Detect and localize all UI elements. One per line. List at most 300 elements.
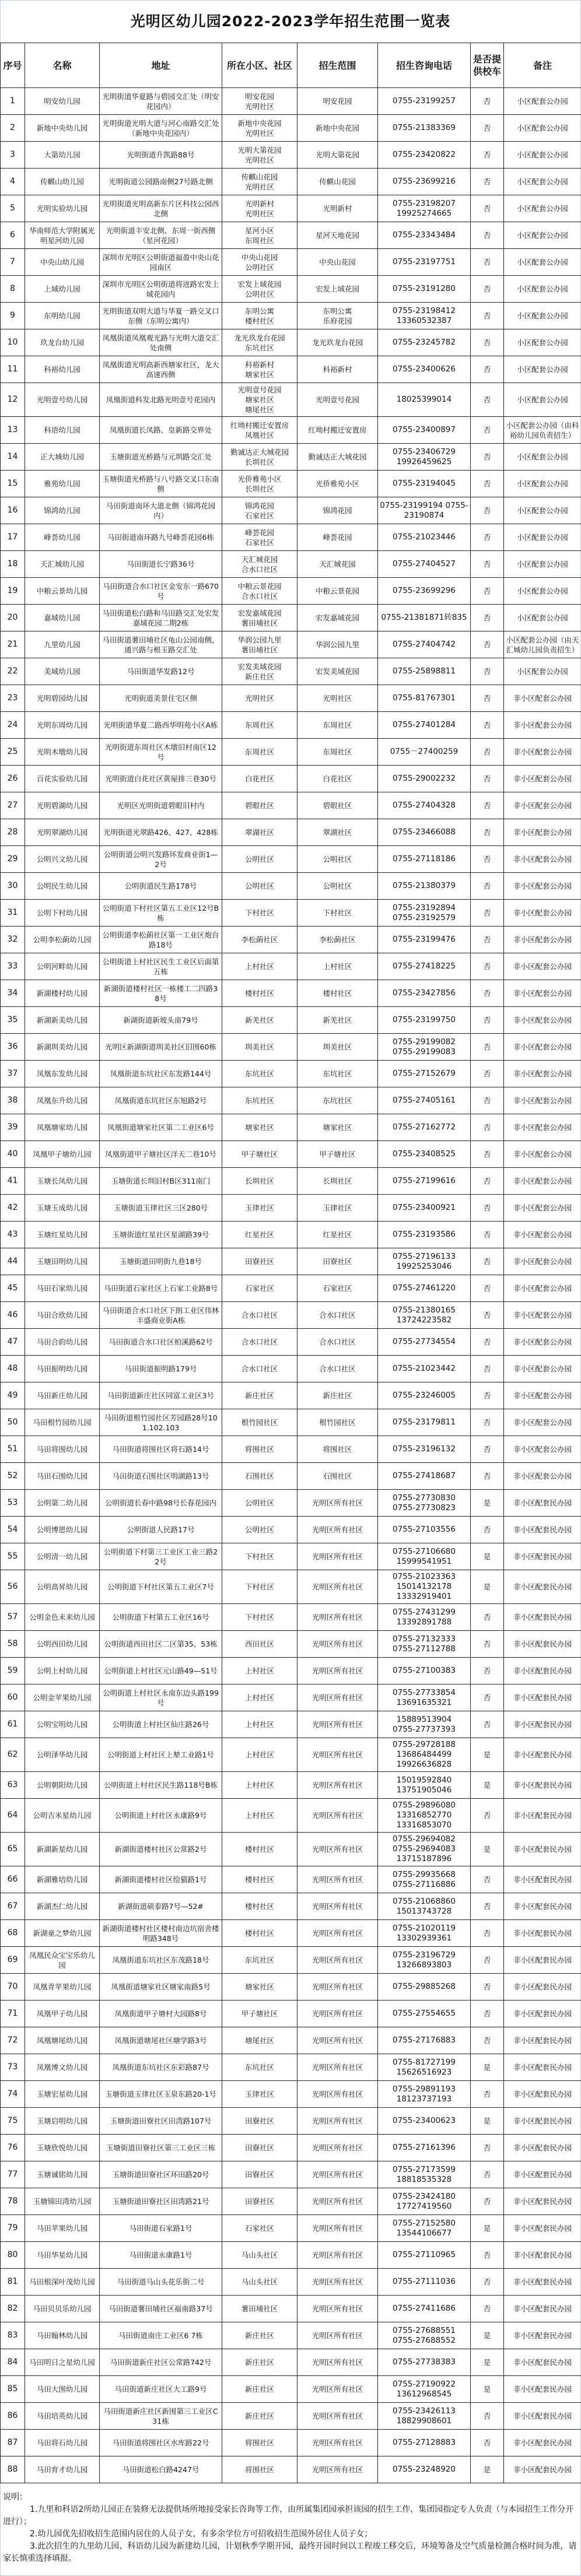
cell-name: 马田翰林幼儿园 — [25, 2322, 100, 2349]
cell-school-bus: 否 — [471, 658, 504, 685]
cell-scope: 东周社区 — [298, 712, 378, 739]
cell-address: 马田街道新庄社区公常路742号 — [100, 2349, 222, 2376]
cell-index: 62 — [1, 1738, 25, 1772]
table-row — [1, 1833, 581, 1866]
cell-index: 76 — [1, 2135, 25, 2161]
cell-community: 楼村社区 — [222, 1833, 298, 1866]
cell-school-bus: 否 — [471, 88, 504, 115]
cell-community: 下村社区 — [222, 1604, 298, 1631]
cell-phone: 0755-21068860 15013743728 — [378, 1893, 471, 1920]
cell-phone: 0755-23198207 19925274665 — [378, 195, 471, 222]
cell-scope: 白花社区 — [298, 766, 378, 792]
cell-community: 田寮社区 — [222, 2108, 298, 2135]
cell-school-bus: 是 — [471, 1490, 504, 1517]
cell-phone: 0755-23192894 0755-23192579 — [378, 900, 471, 926]
cell-school-bus: 是 — [471, 2215, 504, 2242]
cell-community: 碧眼社区 — [222, 792, 298, 819]
cell-school-bus: 否 — [471, 1517, 504, 1543]
cell-school-bus: 否 — [471, 1087, 504, 1114]
cell-phone: 0755-81767301 — [378, 685, 471, 712]
cell-phone: 0755-21381871转835 — [378, 605, 471, 631]
cell-address: 玉塘街道长圳旧村B区311南门 — [100, 1168, 222, 1195]
cell-phone: 0755-27100383 — [378, 1658, 471, 1684]
cell-community: 光明新村 光明社区 — [222, 195, 298, 222]
cell-school-bus: 否 — [471, 524, 504, 551]
table-row — [1, 1893, 581, 1920]
cell-index: 33 — [1, 953, 25, 980]
cell-remark: 非小区配套民办园 — [504, 2161, 581, 2188]
table-row — [1, 115, 581, 142]
cell-scope: 光明区所有社区 — [298, 1631, 378, 1658]
cell-remark: 小区配套公办园（由天汇城幼儿园负责招生） — [504, 631, 581, 658]
cell-school-bus: 是 — [471, 1772, 504, 1799]
table-row — [1, 1920, 581, 1947]
cell-address: 玉塘街道光桥路与元圳路交汇处 — [100, 444, 222, 471]
cell-community: 塘家社区 — [222, 1114, 298, 1141]
cell-community: 楼村社区 — [222, 1920, 298, 1947]
cell-name: 公明李松蓢幼儿园 — [25, 926, 100, 953]
cell-community: 将围社区 — [222, 2456, 298, 2483]
cell-address: 玉塘街道红星社区星湖路39号 — [100, 1222, 222, 1248]
cell-phone: 0755-27688551 0755-27688552 — [378, 2322, 471, 2349]
cell-remark: 非小区配套民办园 — [504, 1570, 581, 1604]
cell-name: 马田明日之星幼儿园 — [25, 2349, 100, 2376]
cell-school-bus: 否 — [471, 115, 504, 142]
cell-phone: 0755-29935668 0755-27116886 — [378, 1866, 471, 1893]
cell-index: 85 — [1, 2376, 25, 2403]
cell-school-bus: 是 — [471, 2322, 504, 2349]
cell-index: 39 — [1, 1114, 25, 1141]
cell-name: 公明博恩幼儿园 — [25, 1517, 100, 1543]
cell-community: 西田社区 — [222, 1631, 298, 1658]
cell-school-bus: 否 — [471, 1329, 504, 1356]
cell-phone: 0755-23197751 — [378, 249, 471, 276]
cell-school-bus: 是 — [471, 2054, 504, 2081]
table-row — [1, 1087, 581, 1114]
cell-remark: 小区配套公办园 — [504, 383, 581, 417]
cell-address: 马田街道石家社区上石家工业路8号 — [100, 1275, 222, 1302]
cell-remark: 小区配套公办园 — [504, 658, 581, 685]
cell-phone: 0755-23196132 — [378, 1436, 471, 1463]
cell-scope: 光明区所有社区 — [298, 2376, 378, 2403]
cell-name: 玉塘田明幼儿园 — [25, 1248, 100, 1275]
cell-school-bus: 否 — [471, 1141, 504, 1168]
cell-community: 长圳社区 — [222, 1168, 298, 1195]
cell-index: 52 — [1, 1463, 25, 1490]
header-phone: 招生咨询电话 — [378, 43, 471, 88]
cell-index: 17 — [1, 524, 25, 551]
cell-address: 光明街道华夏二路西华明苑小区A栋 — [100, 712, 222, 739]
cell-phone: 0755-23400626 — [378, 356, 471, 383]
cell-phone: 0755-29002232 — [378, 766, 471, 792]
cell-community: 天汇城花园 合水口社区 — [222, 551, 298, 578]
cell-remark: 非小区配套民办园 — [504, 2054, 581, 2081]
cell-address: 凤凰街道塘尾社区塘学路3号 — [100, 2027, 222, 2054]
cell-name: 马田合韵幼儿园 — [25, 1329, 100, 1356]
cell-school-bus: 否 — [471, 1799, 504, 1833]
cell-community: 新羌社区 — [222, 1007, 298, 1034]
cell-community: 田寮社区 — [222, 2135, 298, 2161]
cell-scope: 光明区所有社区 — [298, 1833, 378, 1866]
cell-address: 公明街道李松蓢社区第一工业区炮台路18号 — [100, 926, 222, 953]
cell-address: 新湖街道楼村社区公常路2号 — [100, 1833, 222, 1866]
cell-phone: 0755-23193586 — [378, 1222, 471, 1248]
cell-remark: 非小区配套公办园 — [504, 1409, 581, 1436]
cell-remark: 非小区配套公办园 — [504, 1329, 581, 1356]
cell-scope: 碧眼社区 — [298, 792, 378, 819]
cell-school-bus: 否 — [471, 1436, 504, 1463]
cell-remark: 非小区配套公办园 — [504, 1007, 581, 1034]
cell-address: 深圳市光明区公明街道将进路宏发上域花园内 — [100, 276, 222, 303]
cell-community: 公明社区 — [222, 1517, 298, 1543]
table-row — [1, 1711, 581, 1738]
cell-phone: 0755-27152679 — [378, 1061, 471, 1087]
cell-phone: 0755-27128883 — [378, 2430, 471, 2456]
notes-section — [1, 2483, 580, 2575]
cell-phone: 0755-29728188 13686484499 19926636828 — [378, 1738, 471, 1772]
cell-community: 东坑社区 — [222, 1061, 298, 1087]
cell-address: 公明街道公明兴发路环发商业街1—2号 — [100, 846, 222, 873]
cell-name: 大第幼儿园 — [25, 142, 100, 169]
cell-remark: 非小区配套公办园 — [504, 1302, 581, 1329]
cell-community: 新地中央花园 光明社区 — [222, 115, 298, 142]
table-row — [1, 926, 581, 953]
cell-index: 87 — [1, 2430, 25, 2456]
table-row — [1, 1275, 581, 1302]
cell-phone: 0755-23179811 — [378, 1409, 471, 1436]
cell-index: 15 — [1, 471, 25, 497]
table-row — [1, 497, 581, 524]
cell-community: 光侨雅苑小区 长圳社区 — [222, 471, 298, 497]
table-row — [1, 1570, 581, 1604]
cell-remark: 非小区配套民办园 — [504, 2403, 581, 2430]
cell-community: 上村社区 — [222, 1658, 298, 1684]
cell-phone: 0755-23199194 0755-23190874 — [378, 497, 471, 524]
cell-scope: 光侨雅苑小区 — [298, 471, 378, 497]
cell-address: 光明街道光翠路426、427、428栋 — [100, 819, 222, 846]
cell-remark: 非小区配套公办园 — [504, 1275, 581, 1302]
cell-index: 75 — [1, 2108, 25, 2135]
cell-name: 马田贝贝乐幼儿园 — [25, 2296, 100, 2322]
cell-address: 新湖街道硕泰路7号—52# — [100, 1893, 222, 1920]
cell-remark: 非小区配套民办园 — [504, 1799, 581, 1833]
table-row — [1, 2456, 581, 2483]
table-row — [1, 953, 581, 980]
cell-scope: 光明区所有社区 — [298, 2296, 378, 2322]
cell-remark: 小区配套公办园 — [504, 497, 581, 524]
cell-name: 凤凰塘尾幼儿园 — [25, 2027, 100, 2054]
table-row — [1, 2161, 581, 2188]
cell-school-bus: 否 — [471, 2027, 504, 2054]
cell-address: 光明街道东周社区木墩旧村南区12号 — [100, 739, 222, 766]
cell-school-bus: 否 — [471, 1604, 504, 1631]
cell-community: 合水口社区 — [222, 1302, 298, 1329]
cell-index: 20 — [1, 605, 25, 631]
cell-scope: 合水口社区 — [298, 1356, 378, 1382]
cell-address: 公明街道下村第五工业区16号 — [100, 1604, 222, 1631]
cell-scope: 星河天地花园 — [298, 222, 378, 249]
cell-scope: 东坑社区 — [298, 1087, 378, 1114]
cell-name: 科语幼儿园 — [25, 417, 100, 444]
cell-remark: 非小区配套公办园 — [504, 712, 581, 739]
cell-phone: 0755-27173599 18818535328 — [378, 2161, 471, 2188]
table-row — [1, 1490, 581, 1517]
cell-community: 楼村社区 — [222, 980, 298, 1007]
cell-index: 11 — [1, 356, 25, 383]
cell-community: 新庄社区 — [222, 1382, 298, 1409]
cell-scope: 上村社区 — [298, 953, 378, 980]
cell-name: 正大城幼儿园 — [25, 444, 100, 471]
table-row — [1, 1543, 581, 1570]
cell-school-bus: 否 — [471, 739, 504, 766]
cell-remark: 非小区配套民办园 — [504, 1893, 581, 1920]
table-row — [1, 1772, 581, 1799]
table-row — [1, 1222, 581, 1248]
cell-remark: 小区配套公办园 — [504, 551, 581, 578]
cell-phone: 0755-23427856 — [378, 980, 471, 1007]
cell-school-bus: 否 — [471, 1893, 504, 1920]
cell-school-bus: 否 — [471, 169, 504, 195]
cell-community: 东坑社区 — [222, 1087, 298, 1114]
table-row — [1, 1684, 581, 1711]
cell-scope: 光明区所有社区 — [298, 2108, 378, 2135]
cell-school-bus: 否 — [471, 578, 504, 605]
cell-address: 玉塘街道田寮社区第三工业区三栋 — [100, 2135, 222, 2161]
cell-scope: 光明壹号花园 — [298, 383, 378, 417]
cell-index: 4 — [1, 169, 25, 195]
cell-index: 49 — [1, 1382, 25, 1409]
cell-phone: 0755-23191280 — [378, 276, 471, 303]
cell-school-bus: 否 — [471, 276, 504, 303]
cell-community: 红坳村搬迁安置房 凤凰社区 — [222, 417, 298, 444]
cell-community: 中粮云景花园 合水口社区 — [222, 578, 298, 605]
cell-name: 凤凰民众宝宝乐幼儿园 — [25, 1947, 100, 1974]
cell-address: 凤凰街道长凤路、皇新路交界处 — [100, 417, 222, 444]
cell-scope: 峰荟花园 — [298, 524, 378, 551]
cell-remark: 非小区配套民办园 — [504, 1833, 581, 1866]
table-row — [1, 551, 581, 578]
cell-remark: 非小区配套公办园 — [504, 1141, 581, 1168]
cell-name: 马田合欣幼儿园 — [25, 1302, 100, 1329]
table-row — [1, 685, 581, 712]
cell-scope: 公明社区 — [298, 846, 378, 873]
cell-school-bus: 否 — [471, 329, 504, 356]
cell-index: 24 — [1, 712, 25, 739]
cell-address: 公明街道西田社区二区第35、53栋 — [100, 1631, 222, 1658]
cell-index: 65 — [1, 1833, 25, 1866]
cell-scope: 锦鸿花园 — [298, 497, 378, 524]
cell-scope: 宏发上域花园 — [298, 276, 378, 303]
table-row — [1, 980, 581, 1007]
table-body — [1, 88, 581, 2483]
cell-name: 公明金苹果幼儿园 — [25, 1684, 100, 1711]
table-row — [1, 1631, 581, 1658]
cell-index: 69 — [1, 1947, 25, 1974]
cell-community: 根竹园社区 — [222, 1409, 298, 1436]
cell-phone: 0755-27199616 — [378, 1168, 471, 1195]
table-row — [1, 276, 581, 303]
cell-remark: 非小区配套民办园 — [504, 2081, 581, 2108]
cell-address: 马田街道薯田埔社区福南路37号 — [100, 2296, 222, 2322]
cell-address: 玉塘街道玉律社区三区280号 — [100, 1195, 222, 1222]
cell-index: 19 — [1, 578, 25, 605]
table-row — [1, 1007, 581, 1034]
cell-index: 70 — [1, 1974, 25, 2001]
cell-address: 马田街道南环大道北侧（锦鸿花园内） — [100, 497, 222, 524]
cell-remark: 非小区配套民办园 — [504, 2108, 581, 2135]
cell-school-bus: 是 — [471, 1738, 504, 1772]
cell-index: 21 — [1, 631, 25, 658]
cell-scope: 光明区所有社区 — [298, 1772, 378, 1799]
cell-school-bus: 是 — [471, 2108, 504, 2135]
cell-index: 6 — [1, 222, 25, 249]
cell-index: 10 — [1, 329, 25, 356]
cell-address: 凤凰街道光明高新西塘家社区，龙大高速西侧 — [100, 356, 222, 383]
cell-name: 马田将石幼儿园 — [25, 2430, 100, 2456]
cell-school-bus: 是 — [471, 1543, 504, 1570]
cell-community: 上村社区 — [222, 1684, 298, 1711]
cell-community: 白花社区 — [222, 766, 298, 792]
cell-school-bus: 否 — [471, 1302, 504, 1329]
cell-name: 公明吉米星幼儿园 — [25, 1799, 100, 1833]
cell-phone: 0755-27405161 — [378, 1087, 471, 1114]
cell-remark: 非小区配套民办园 — [504, 1866, 581, 1893]
cell-phone: 0755-27554655 — [378, 2001, 471, 2027]
cell-school-bus: 是 — [471, 1570, 504, 1604]
cell-name: 新湖新美幼儿园 — [25, 1007, 100, 1034]
table-row — [1, 1604, 581, 1631]
cell-scope: 光明区所有社区 — [298, 1570, 378, 1604]
cell-phone: 0755-23408525 — [378, 1141, 471, 1168]
table-row — [1, 1947, 581, 1974]
cell-school-bus: 是 — [471, 2349, 504, 2376]
cell-community: 石家社区 — [222, 2215, 298, 2242]
cell-remark: 小区配套公办园 — [504, 222, 581, 249]
cell-school-bus: 否 — [471, 631, 504, 658]
cell-index: 80 — [1, 2242, 25, 2269]
cell-address: 马田街道合水口社区柏溪路62号 — [100, 1329, 222, 1356]
cell-scope: 光明区所有社区 — [298, 1974, 378, 2001]
cell-address: 马田街道永康路1号 — [100, 2242, 222, 2269]
cell-scope: 传麒山花园 — [298, 169, 378, 195]
cell-remark: 非小区配套公办园 — [504, 685, 581, 712]
cell-phone: 0755-27118186 — [378, 846, 471, 873]
cell-name: 马田大围幼儿园 — [25, 2376, 100, 2403]
cell-community: 田寮社区 — [222, 1248, 298, 1275]
cell-phone: 0755-21380165 13724223582 — [378, 1302, 471, 1329]
cell-scope: 光明区所有社区 — [298, 1490, 378, 1517]
cell-name: 玉塘欣悦幼儿园 — [25, 2135, 100, 2161]
cell-school-bus: 否 — [471, 417, 504, 444]
cell-name: 马田石家幼儿园 — [25, 1275, 100, 1302]
cell-remark: 非小区配套公办园 — [504, 739, 581, 766]
cell-school-bus: 否 — [471, 1248, 504, 1275]
table-row — [1, 846, 581, 873]
table-row — [1, 2242, 581, 2269]
cell-remark: 非小区配套民办园 — [504, 2349, 581, 2376]
cell-name: 新湖圳美幼儿园 — [25, 1034, 100, 1061]
cell-address: 马田街道华发路12号 — [100, 658, 222, 685]
cell-remark: 小区配套公办园 — [504, 115, 581, 142]
cell-remark: 非小区配套公办园 — [504, 1463, 581, 1490]
cell-community: 上村社区 — [222, 1799, 298, 1833]
cell-scope: 天汇城花园 — [298, 551, 378, 578]
header-address: 地址 — [100, 43, 222, 88]
cell-remark: 小区配套公办园（由科裕幼儿园负责招生） — [504, 417, 581, 444]
cell-remark: 小区配套公办园 — [504, 471, 581, 497]
cell-school-bus: 否 — [471, 1920, 504, 1947]
cell-school-bus: 否 — [471, 846, 504, 873]
cell-phone: 0755-21023363 15014132178 13332919401 — [378, 1570, 471, 1604]
cell-community: 石围社区 — [222, 1463, 298, 1490]
cell-remark: 非小区配套公办园 — [504, 873, 581, 900]
cell-community: 楼村社区 — [222, 1866, 298, 1893]
cell-remark: 非小区配套民办园 — [504, 1920, 581, 1947]
cell-index: 71 — [1, 2001, 25, 2027]
cell-school-bus: 是 — [471, 2376, 504, 2403]
cell-scope: 红星社区 — [298, 1222, 378, 1248]
cell-index: 7 — [1, 249, 25, 276]
cell-scope: 光明区所有社区 — [298, 1543, 378, 1570]
cell-remark: 非小区配套公办园 — [504, 1222, 581, 1248]
table-row — [1, 2027, 581, 2054]
cell-community: 马山头社区 — [222, 2242, 298, 2269]
cell-phone: 0755-27152580 13544106677 — [378, 2215, 471, 2242]
cell-index: 46 — [1, 1302, 25, 1329]
kindergarten-table — [0, 43, 581, 2483]
cell-school-bus: 否 — [471, 222, 504, 249]
cell-phone: 0755-27734554 — [378, 1329, 471, 1356]
cell-school-bus: 否 — [471, 2135, 504, 2161]
cell-community: 甲子塘社区 — [222, 1141, 298, 1168]
cell-scope: 根竹园社区 — [298, 1409, 378, 1436]
cell-remark: 非小区配套公办园 — [504, 980, 581, 1007]
cell-name: 美域幼儿园 — [25, 658, 100, 685]
cell-remark: 非小区配套公办园 — [504, 1195, 581, 1222]
cell-school-bus: 否 — [471, 1463, 504, 1490]
cell-name: 新湖楼村幼儿园 — [25, 980, 100, 1007]
cell-name: 公明兴文幼儿园 — [25, 846, 100, 873]
cell-phone: 0755-21383369 — [378, 115, 471, 142]
cell-remark: 非小区配套民办园 — [504, 2296, 581, 2322]
cell-index: 48 — [1, 1356, 25, 1382]
cell-remark: 非小区配套公办园 — [504, 1061, 581, 1087]
cell-school-bus: 否 — [471, 1061, 504, 1087]
cell-name: 九里幼儿园 — [25, 631, 100, 658]
cell-address: 公明街道民生路178号 — [100, 873, 222, 900]
cell-index: 12 — [1, 383, 25, 417]
cell-scope: 合水口社区 — [298, 1329, 378, 1356]
cell-school-bus: 否 — [471, 1684, 504, 1711]
cell-phone: 0755-29199082 0755-29199083 — [378, 1034, 471, 1061]
cell-school-bus: 否 — [471, 195, 504, 222]
cell-address: 马田街道振明路179号 — [100, 1356, 222, 1382]
cell-index: 84 — [1, 2349, 25, 2376]
cell-name: 公明高昇幼儿园 — [25, 1570, 100, 1604]
table-row — [1, 524, 581, 551]
cell-index: 9 — [1, 303, 25, 329]
cell-scope: 光明区所有社区 — [298, 2001, 378, 2027]
cell-scope: 光明区所有社区 — [298, 2027, 378, 2054]
cell-name: 凤凰东发幼儿园 — [25, 1061, 100, 1087]
table-row — [1, 1356, 581, 1382]
cell-index: 31 — [1, 900, 25, 926]
cell-name: 峰荟幼儿园 — [25, 524, 100, 551]
cell-index: 79 — [1, 2215, 25, 2242]
cell-community: 宏发嘉域花园 薯田埔社区 — [222, 605, 298, 631]
cell-phone: 0755-27411686 — [378, 2296, 471, 2322]
cell-name: 光明碧园幼儿园 — [25, 685, 100, 712]
